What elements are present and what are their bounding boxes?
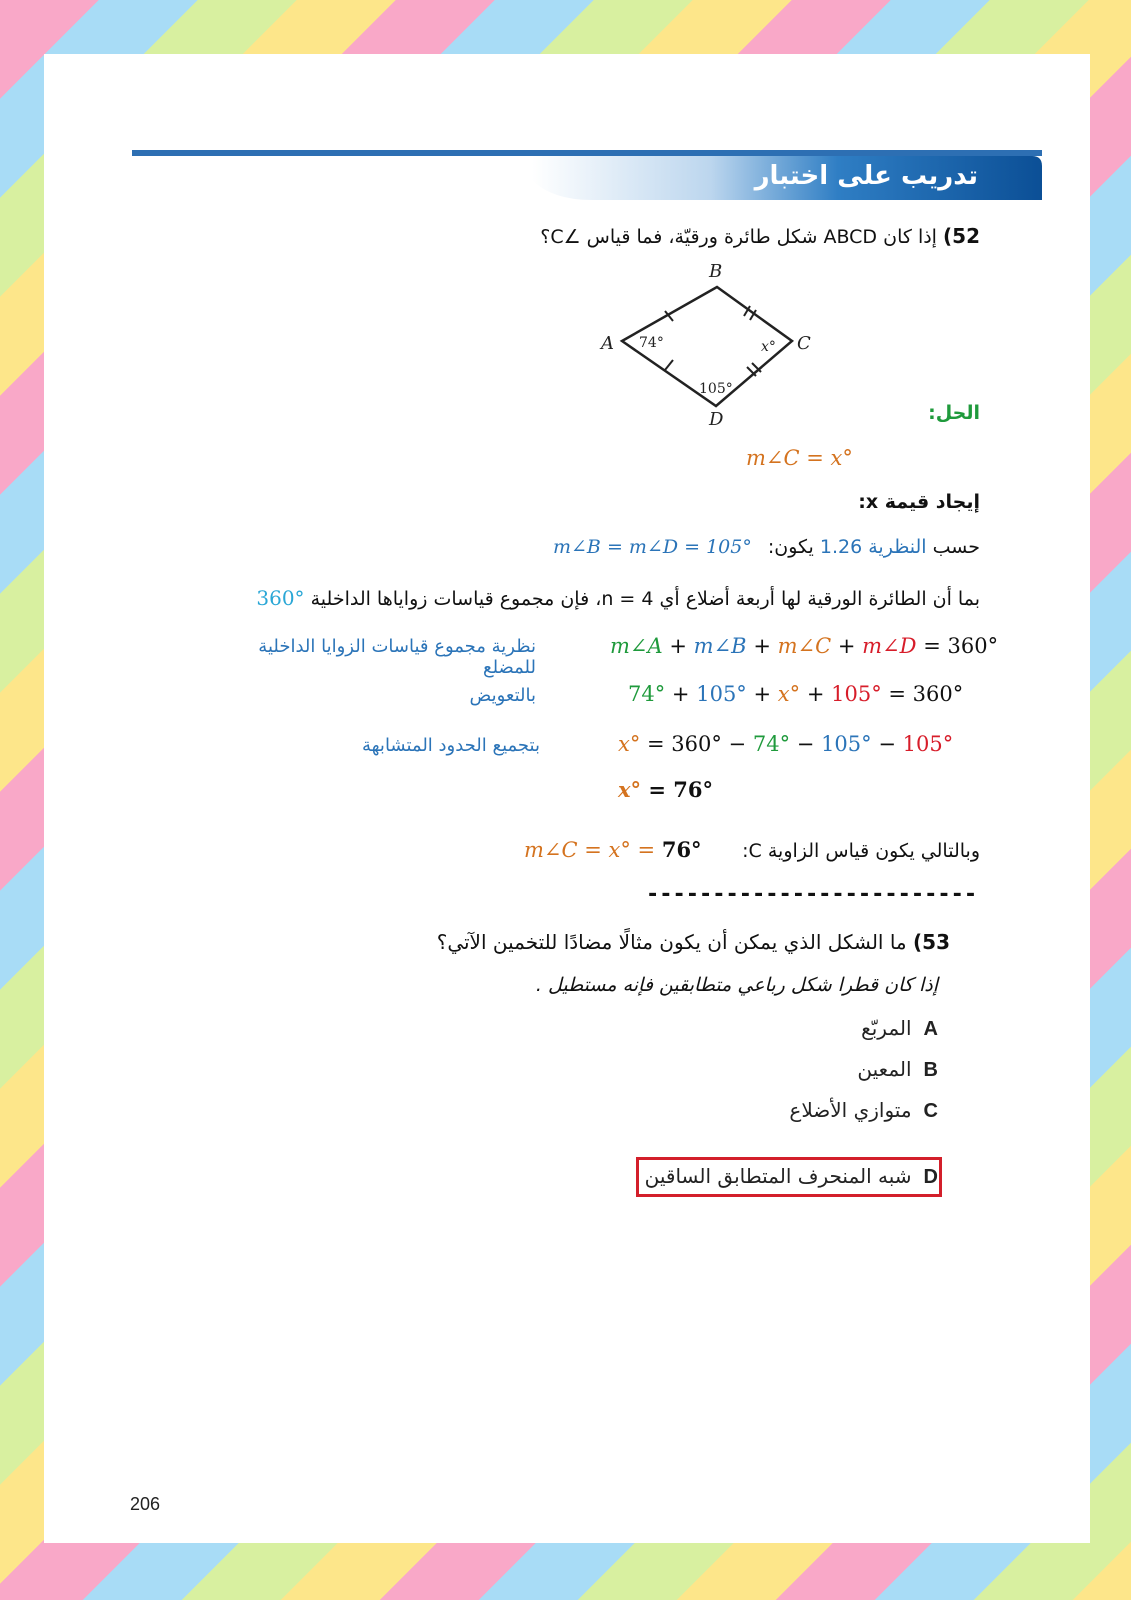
step-2-reason: بالتعويض bbox=[469, 685, 536, 706]
choice-text: شبه المنحرف المتطابق الساقين bbox=[644, 1164, 912, 1188]
question-52 bbox=[540, 224, 980, 248]
choice-letter: B bbox=[923, 1059, 938, 1081]
question-number: 52) bbox=[943, 224, 980, 248]
conclusion-eq-value: 76° bbox=[661, 837, 702, 862]
conclusion-equation bbox=[524, 837, 702, 862]
page bbox=[44, 54, 1090, 1543]
question-number: 53) bbox=[913, 930, 950, 954]
question-53 bbox=[437, 930, 950, 954]
vertex-label-c: C bbox=[797, 333, 811, 354]
kite-sentence: بما أن الطائرة الورقية لها أربعة أضلاع أي n = 4، فإن مجموع قياسات زواياها الداخلية bbox=[310, 588, 980, 610]
choice-text: متوازي الأضلاع bbox=[789, 1098, 912, 1122]
step-1-reason: نظرية مجموع قياسات الزوايا الداخلية للمضلع bbox=[258, 636, 536, 678]
choice-c[interactable] bbox=[789, 1098, 938, 1123]
section-title: تدريب على اختبار bbox=[754, 161, 978, 191]
conclusion-eq-left: m∠C = x° = bbox=[524, 838, 656, 862]
conclusion-text: وبالتالي يكون قياس الزاوية C: bbox=[742, 840, 980, 862]
step-2-equation: 74° + 105° + x° + 105° = 360° bbox=[628, 682, 964, 706]
angle-label-d: 105° bbox=[699, 381, 733, 397]
page-number: 206 bbox=[130, 1494, 161, 1514]
theorem-prefix: حسب bbox=[932, 536, 980, 558]
angle-label-c: x° bbox=[761, 339, 776, 355]
step-1-equation: m∠A + m∠B + m∠C + m∠D = 360° bbox=[610, 634, 999, 658]
question-text: إذا كان ABCD شكل طائرة ورقيّة، فما قياس ∠C؟ bbox=[540, 226, 937, 248]
theorem-suffix: يكون: bbox=[767, 536, 814, 558]
step-3-equation: x° = 360° − 74° − 105° − 105° bbox=[618, 732, 954, 756]
question-text: ما الشكل الذي يمكن أن يكون مثالًا مضادًا للتخمين الآتي؟ bbox=[436, 930, 907, 954]
choice-a[interactable] bbox=[861, 1016, 938, 1041]
theorem-equation: m∠B = m∠D = 105° bbox=[553, 536, 752, 558]
choice-letter: A bbox=[923, 1018, 938, 1040]
theorem-line bbox=[553, 536, 980, 558]
vertex-label-b: B bbox=[709, 261, 723, 282]
theorem-name: النظرية 1.26 bbox=[819, 536, 927, 558]
vertex-label-a: A bbox=[601, 333, 614, 354]
choice-text: المربّع bbox=[861, 1016, 912, 1040]
kite-sentence-line bbox=[256, 586, 980, 610]
angle-label-a: 74° bbox=[639, 335, 664, 351]
step-4-equation: x° = 76° bbox=[618, 777, 713, 802]
choice-d[interactable] bbox=[645, 1164, 938, 1189]
step-3-reason: بتجميع الحدود المتشابهة bbox=[361, 735, 540, 756]
conjecture-text: إذا كان قطرا شكل رباعي متطابقين فإنه مستطيل . bbox=[535, 974, 938, 996]
separator-line: ------------------------- bbox=[646, 882, 978, 907]
solution-label: الحل: bbox=[928, 402, 980, 424]
choice-letter: D bbox=[923, 1166, 938, 1188]
kite-figure bbox=[589, 259, 829, 429]
choice-letter: C bbox=[923, 1100, 938, 1122]
choice-text: المعين bbox=[857, 1057, 912, 1081]
kite-sum: 360° bbox=[256, 586, 305, 610]
vertex-label-d: D bbox=[709, 409, 724, 429]
find-x-heading: إيجاد قيمة x: bbox=[858, 491, 980, 513]
choice-b[interactable] bbox=[857, 1057, 938, 1082]
solution-line-1: m∠C = x° bbox=[746, 446, 853, 470]
